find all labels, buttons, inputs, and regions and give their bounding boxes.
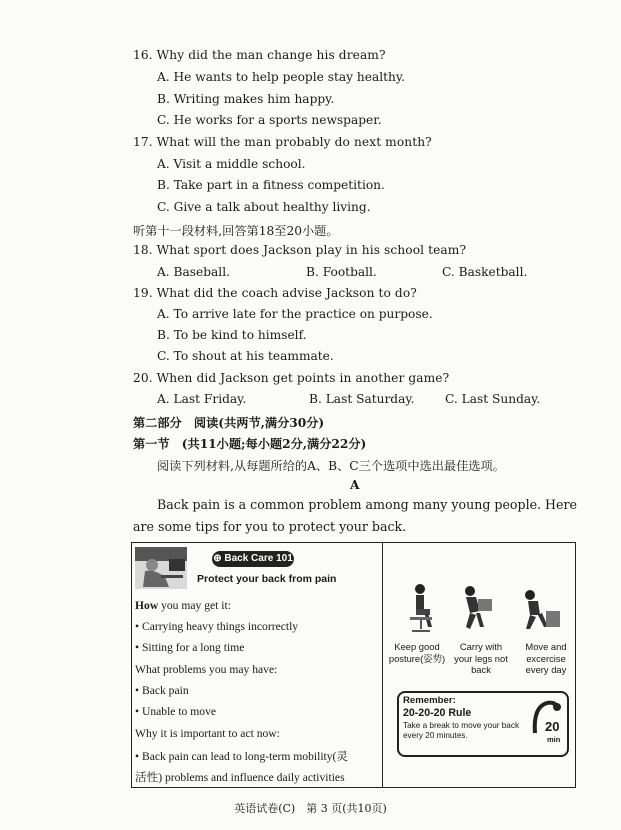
q18-option-c: C. Basketball. (442, 265, 528, 279)
back-care-badge: ⊕ Back Care 101 (212, 551, 294, 567)
timer-value: 20 (545, 719, 560, 734)
q16-option-b: B. Writing makes him happy. (157, 92, 335, 106)
tip-line: Move and (525, 641, 567, 652)
q20-option-c: C. Last Sunday. (445, 392, 541, 406)
tip-line: Carry with (459, 641, 503, 652)
instruction-11: 听第十一段材料,回答第18至20小题。 (133, 224, 339, 238)
question-19: 19. What did the coach advise Jackson to do? (133, 286, 417, 300)
question-16: 16. Why did the man change his dream? (133, 48, 386, 62)
carry-icon (458, 583, 498, 633)
tip-line: Keep good (394, 641, 440, 652)
timer-unit: min (547, 735, 561, 744)
back-care-poster (131, 542, 576, 788)
section1-title: 第一节 (共11小题;每小题2分,满分22分) (133, 437, 367, 451)
how-item: • Carrying heavy things incorrectly (135, 620, 299, 633)
q19-option-a: A. To arrive late for the practice on purpose. (157, 307, 433, 321)
tip-line: excercise (526, 652, 566, 664)
how-heading (135, 599, 231, 612)
tip-move (516, 641, 576, 676)
remember-title: Remember: (403, 695, 456, 706)
posture-icon (400, 583, 440, 633)
poster-heading: Protect your back from pain (197, 573, 337, 585)
tip-line: every day (525, 664, 567, 675)
rule-text-line: Take a break to move your back (403, 721, 520, 730)
problems-heading: What problems you may have: (135, 663, 278, 676)
problem-item: • Back pain (135, 684, 189, 697)
tip-posture (386, 641, 448, 664)
q19-option-c: C. To shout at his teammate. (157, 349, 334, 363)
tip-carry (450, 641, 512, 676)
passage-label: A (350, 478, 360, 492)
q17-option-c: C. Give a talk about healthy living. (157, 200, 371, 214)
sitting-man-photo (135, 547, 187, 589)
why-heading: Why it is important to act now: (135, 727, 280, 740)
section1-instruction: 阅读下列材料,从每题所给的A、B、C三个选项中选出最佳选项。 (157, 459, 505, 473)
page-footer: 英语试卷(C) 第 3 页(共10页) (234, 802, 387, 815)
tip-line: back (471, 664, 491, 675)
tip-line: posture(姿势) (388, 652, 446, 664)
rule-text (403, 721, 519, 741)
intro-paragraph: Back pain is a common problem among many young people. Here are some tips for you to protect your back. (133, 497, 577, 534)
why-text-line2: 活性) problems and influence daily activities (135, 771, 345, 784)
q18-option-a: A. Baseball. (157, 265, 230, 279)
problem-item: • Unable to move (135, 705, 217, 718)
how-heading-rest: you may get it: (158, 599, 231, 612)
q16-option-c: C. He works for a sports newspaper. (157, 113, 382, 127)
q17-option-b: B. Take part in a fitness competition. (157, 178, 385, 192)
rule-name: 20-20-20 Rule (403, 707, 472, 719)
question-20: 20. When did Jackson get points in another game? (133, 371, 450, 385)
question-17: 17. What will the man probably do next month? (133, 135, 432, 149)
q19-option-b: B. To be kind to himself. (157, 328, 307, 342)
tip-line: your legs not (454, 652, 508, 664)
how-item: • Sitting for a long time (135, 641, 245, 654)
why-text-line1: • Back pain can lead to long-term mobility(灵 (135, 750, 349, 763)
question-18: 18. What sport does Jackson play in his school team? (133, 243, 467, 257)
q18-option-b: B. Football. (306, 265, 377, 279)
exercise-icon (520, 583, 564, 633)
remember-box (397, 691, 569, 757)
how-heading-bold: How (135, 599, 159, 612)
poster-divider (382, 543, 383, 787)
part2-title: 第二部分 阅读(共两节,满分30分) (133, 416, 325, 430)
rule-text-line: every 20 minutes. (403, 731, 468, 740)
q20-option-b: B. Last Saturday. (309, 392, 415, 406)
q17-option-a: A. Visit a middle school. (157, 157, 306, 171)
q20-option-a: A. Last Friday. (157, 392, 247, 406)
q16-option-a: A. He wants to help people stay healthy. (157, 70, 406, 84)
